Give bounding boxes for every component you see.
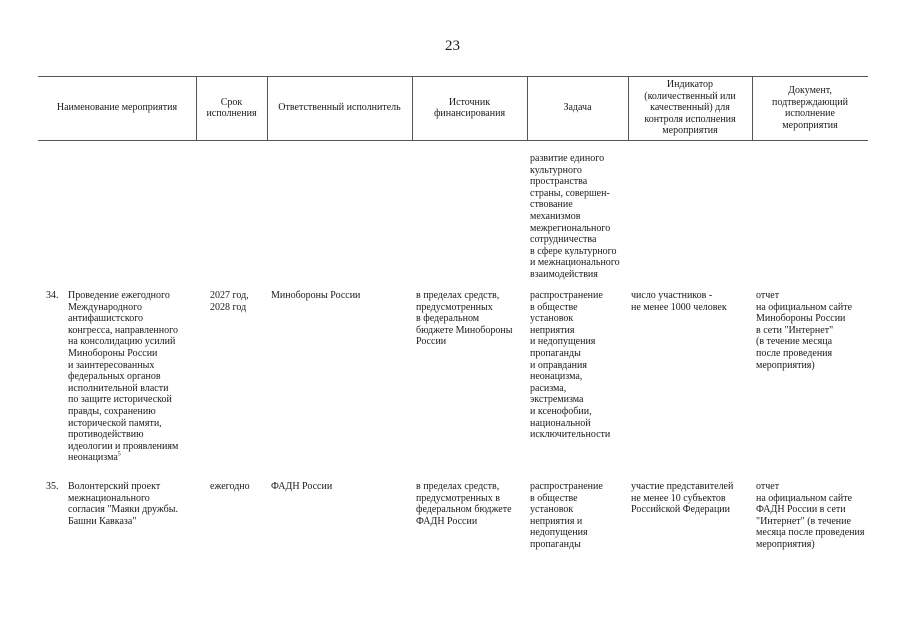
row-number: 34.	[46, 290, 59, 301]
row-funding-cell: в пределах средств, предусмотренных в федеральном бюджете ФАДН России	[416, 481, 512, 527]
footnote-marker: 5	[117, 451, 121, 458]
row-name-text: Проведение ежегодного Международного антифашистского конгресса, направленного на консолидацию усилий Минобороны России и заинтересованных федеральных органов исполнительной власти по защите исторической правды, сохранению исторической памяти, противодействию идеологии и проявлениям неонацизма	[68, 290, 179, 464]
row-indicator-cell: число участников - не менее 1000 человек	[631, 290, 727, 313]
row-executor-cell: ФАДН России	[271, 481, 333, 492]
header-task: Задача	[563, 102, 592, 114]
row-deadline-cell: ежегодно	[210, 481, 250, 492]
row-funding-cell: в пределах средств, предусмотренных в федеральном бюджете Минобороны России	[416, 290, 513, 348]
header-name: Наименование мероприятия	[56, 102, 178, 114]
row-name-cell	[68, 290, 178, 464]
row-executor-cell: Минобороны России	[271, 290, 361, 301]
header-bottom-rule	[38, 140, 868, 141]
row-document-cell: отчет на официальном сайте ФАДН России в сети "Интернет" (в течение месяца после проведения мероприятия)	[756, 481, 865, 550]
row-name-cell: Волонтерский проект межнационального согласия "Маяки дружбы. Башни Кавказа"	[68, 481, 178, 527]
header-indicator: Индикатор (количественный или качественный) для контроля исполнения мероприятия	[644, 79, 736, 137]
header-deadline: Срок исполнения	[206, 96, 257, 119]
row-number: 35.	[46, 481, 59, 492]
row-deadline-cell: 2027 год, 2028 год	[210, 290, 249, 313]
row-indicator-cell: участие представителей не менее 10 субъектов Российской Федерации	[631, 481, 734, 516]
continuation-task-cell: развитие единого культурного пространства страны, совершен- ствование механизмов межрегионального сотрудничества в сфере культурного и межнационального взаимодействия	[530, 153, 620, 280]
page-number: 23	[445, 38, 460, 54]
row-task-cell: распространение в обществе установок неприятия и недопущения пропаганды и оправдания неонацизма, расизма, экстремизма и ксенофобии, национальной исключительности	[530, 290, 611, 441]
row-task-cell: распространение в обществе установок неприятия и недопущения пропаганды	[530, 481, 603, 550]
header-document: Документ, подтверждающий исполнение мероприятия	[772, 85, 848, 131]
header-executor: Ответственный исполнитель	[278, 102, 401, 114]
header-funding: Источник финансирования	[433, 96, 506, 119]
row-document-cell: отчет на официальном сайте Минобороны России в сети "Интернет" (в течение месяца после проведения мероприятия)	[756, 290, 853, 371]
